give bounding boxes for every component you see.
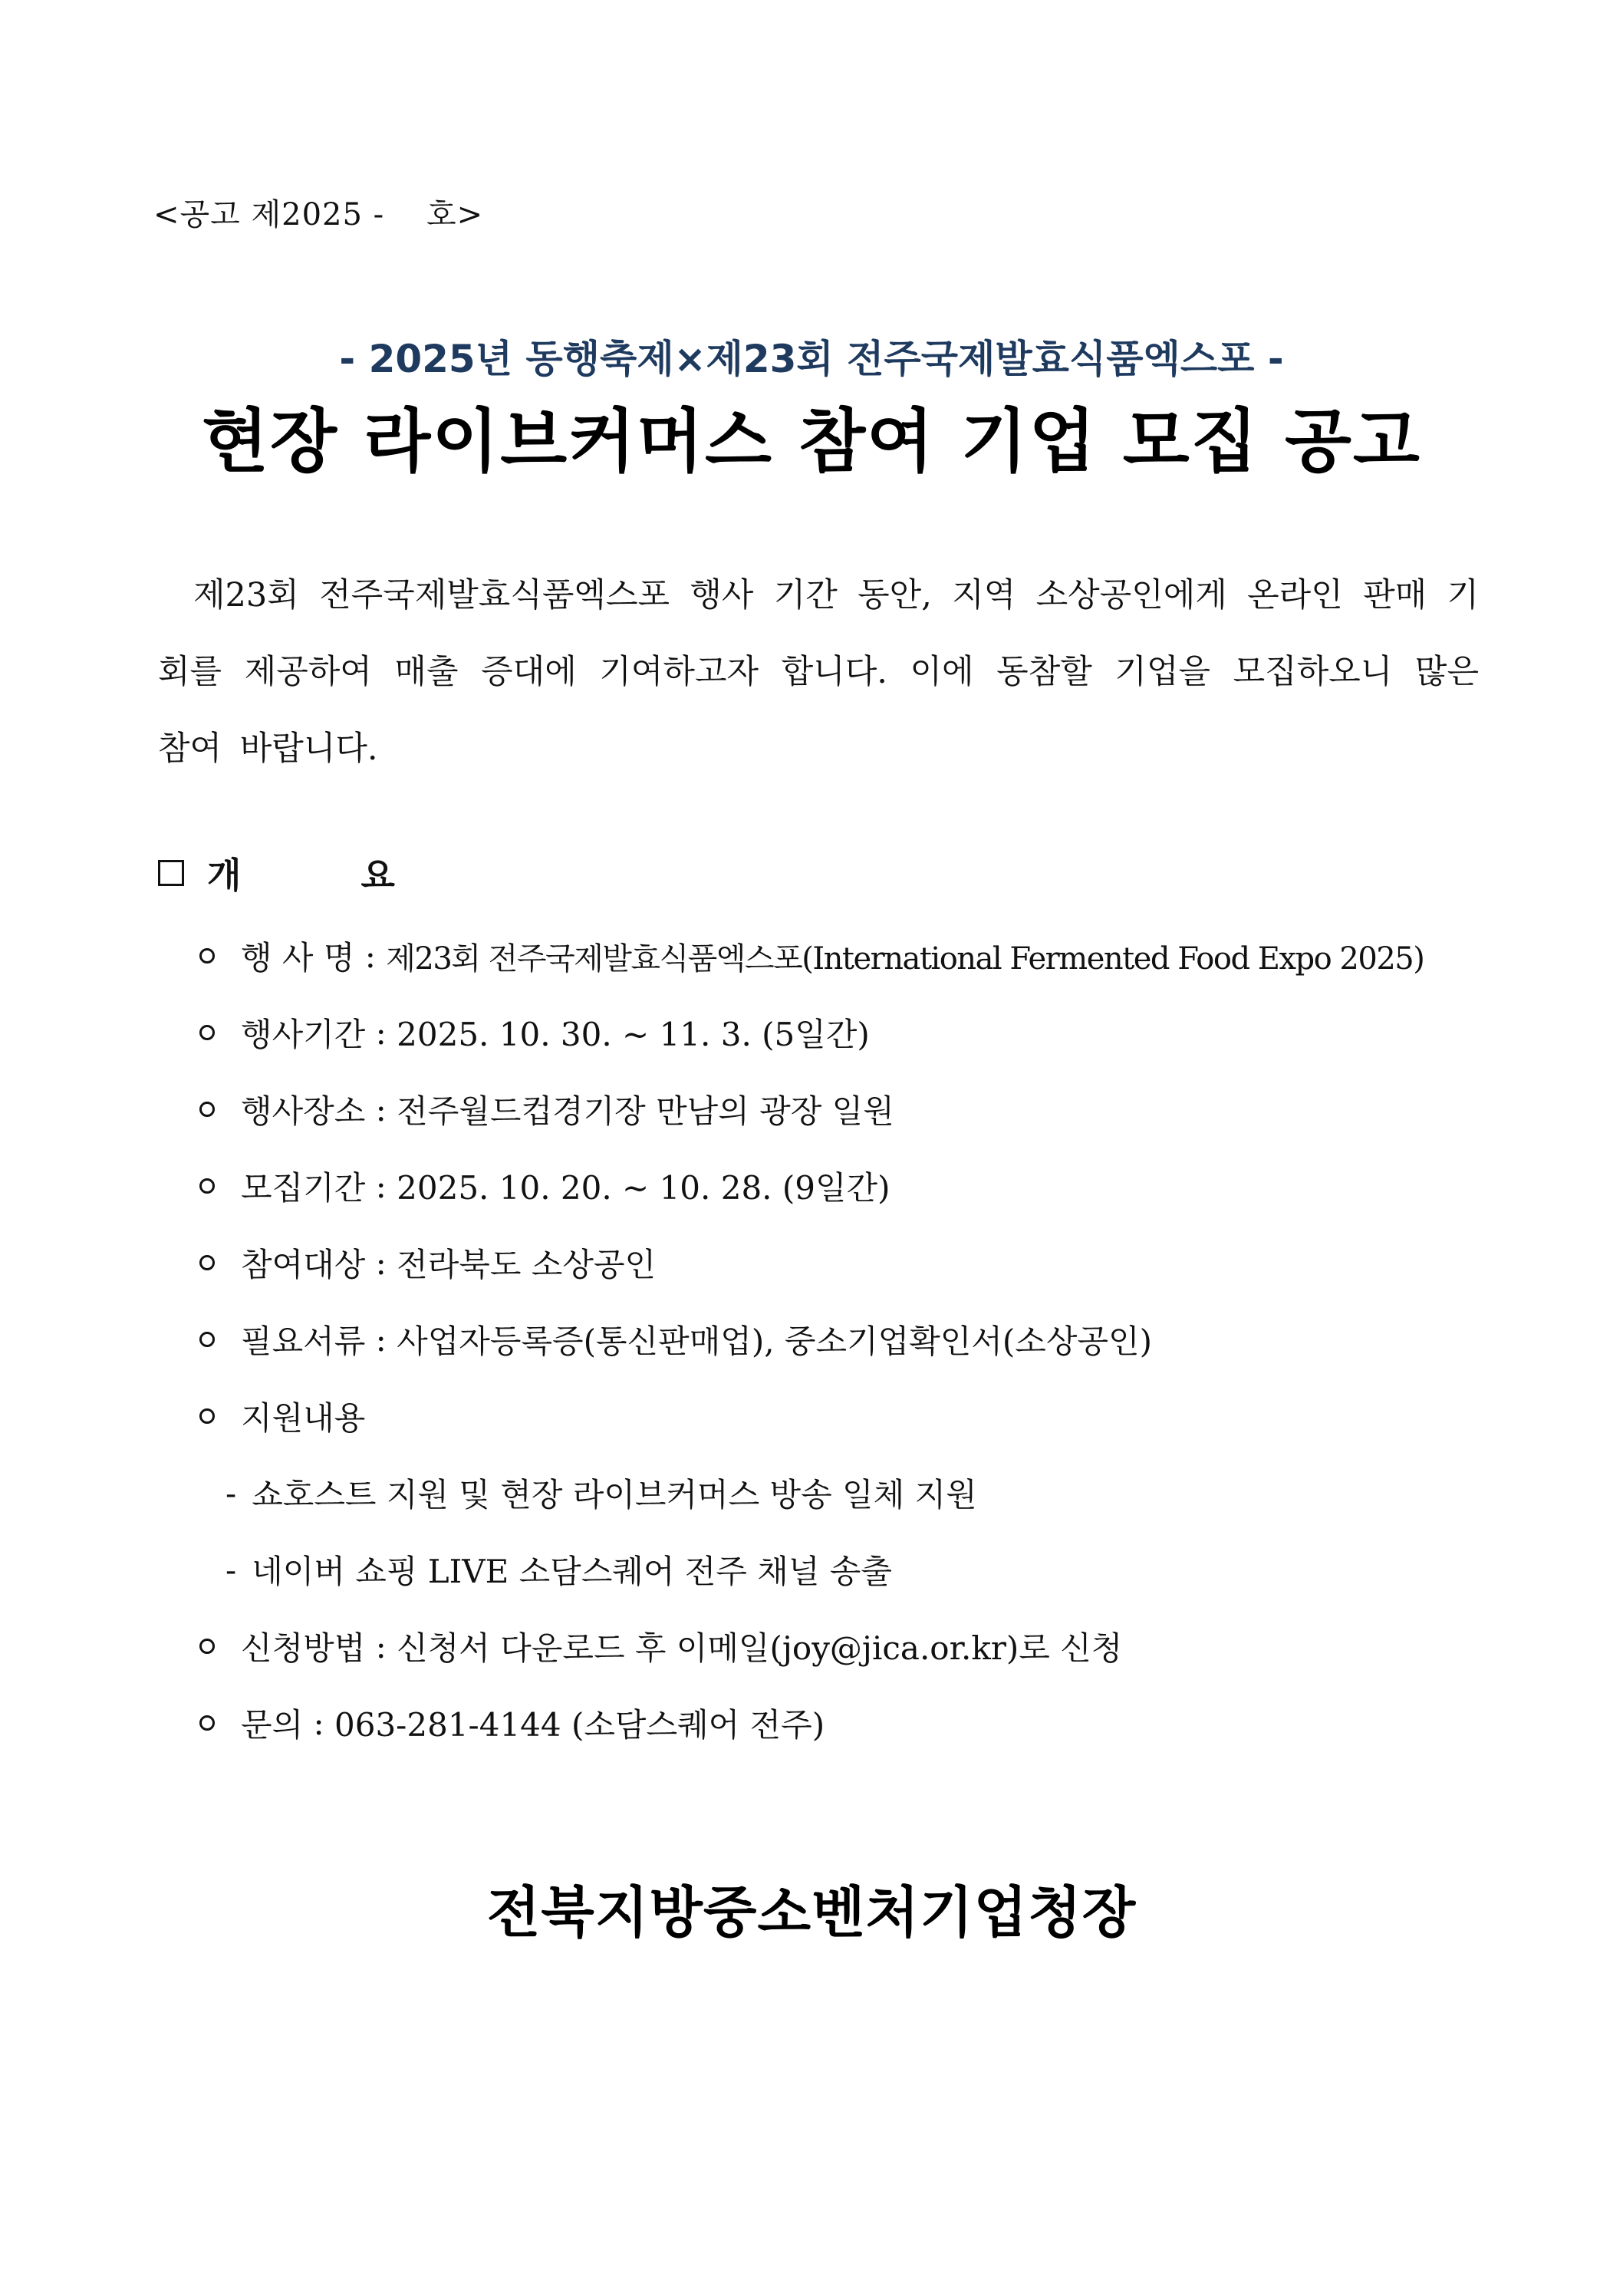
section-heading <box>158 848 449 898</box>
page-title: 현장 라이브커머스 참여 기업 모집 공고 <box>202 401 1421 482</box>
overview-item-support <box>198 1378 1502 1454</box>
item-label: 신청방법 <box>241 1629 366 1667</box>
circle-bullet-icon <box>199 1102 215 1117</box>
support-subitem <box>198 1531 1502 1608</box>
intro-paragraph: 제23회 전주국제발효식품엑스포 행사 기간 동안, 지역 소상공인에게 온라인 판매 기회를 제공하여 매출 증대에 기여하고자 합니다. 이에 동참할 기업을 모집하오니 많은 참여 바랍니다. <box>158 576 1479 768</box>
circle-bullet-icon <box>199 1715 215 1731</box>
item-value: 전주월드컵경기장 만남의 광장 일원 <box>397 1092 894 1130</box>
circle-bullet-icon <box>199 1408 215 1424</box>
item-value: 2025. 10. 30. ~ 11. 3. (5일간) <box>397 1016 870 1053</box>
circle-bullet-icon <box>199 1639 215 1654</box>
circle-bullet-icon <box>199 1178 215 1194</box>
overview-item-documents: 필요서류 : 사업자등록증(통신판매업), 중소기업확인서(소상공인) <box>198 1301 1502 1378</box>
item-label: 행 사 명 <box>241 939 355 977</box>
item-label: 행사기간 <box>241 1016 366 1053</box>
item-label: 참여대상 <box>241 1246 366 1283</box>
item-label: 필요서류 <box>241 1323 366 1360</box>
item-value: 전라북도 소상공인 <box>397 1246 657 1283</box>
checkbox-icon <box>158 860 184 886</box>
item-value: 063-281-4144 (소담스퀘어 전주) <box>334 1706 825 1744</box>
item-value: 2025. 10. 20. ~ 10. 28. (9일간) <box>397 1169 891 1207</box>
item-value: 제23회 전주국제발효식품엑스포(International Fermented Food Expo 2025) <box>386 940 1424 977</box>
subtitle: - 2025년 동행축제×제23회 전주국제발효식품엑스포 - <box>339 337 1284 381</box>
support-subitem <box>198 1454 1502 1531</box>
circle-bullet-icon <box>199 1332 215 1347</box>
item-value: 신청서 다운로드 후 이메일(joy@jica.or.kr)로 신청 <box>397 1629 1123 1667</box>
circle-bullet-icon <box>199 948 215 964</box>
issuer-name: 전북지방중소벤처기업청장 <box>486 1880 1137 1945</box>
overview-item-contact: 문의 : 063-281-4144 (소담스퀘어 전주) <box>198 1685 1502 1761</box>
overview-item-venue: 행사장소 : 전주월드컵경기장 만남의 광장 일원 <box>198 1071 1502 1148</box>
item-label: 문의 <box>241 1706 304 1744</box>
dash-bullet: - <box>226 1550 237 1589</box>
item-label: 지원내용 <box>241 1399 366 1437</box>
subitem-text: 네이버 쇼핑 LIVE 소담스퀘어 전주 채널 송출 <box>252 1553 892 1590</box>
overview-item-event-name: 행 사 명 : 제23회 전주국제발효식품엑스포(International Fermented Food Expo 2025) <box>198 917 1502 994</box>
item-label: 행사장소 <box>241 1092 366 1130</box>
overview-list <box>198 917 1502 1761</box>
item-label: 모집기간 <box>241 1169 366 1207</box>
item-value: 사업자등록증(통신판매업), 중소기업확인서(소상공인) <box>397 1323 1152 1360</box>
overview-item-apply: 신청방법 : 신청서 다운로드 후 이메일(joy@jica.or.kr)로 신청 <box>198 1608 1502 1685</box>
notice-number: <공고 제2025 - 호> <box>153 197 484 232</box>
overview-item-event-period: 행사기간 : 2025. 10. 30. ~ 11. 3. (5일간) <box>198 994 1502 1071</box>
section-heading-label: 개 요 <box>207 855 449 896</box>
overview-item-recruit-period: 모집기간 : 2025. 10. 20. ~ 10. 28. (9일간) <box>198 1148 1502 1224</box>
circle-bullet-icon <box>199 1025 215 1040</box>
overview-item-eligibility: 참여대상 : 전라북도 소상공인 <box>198 1224 1502 1301</box>
circle-bullet-icon <box>199 1255 215 1270</box>
subitem-text: 쇼호스트 지원 및 현장 라이브커머스 방송 일체 지원 <box>252 1476 977 1514</box>
dash-bullet: - <box>226 1474 237 1512</box>
